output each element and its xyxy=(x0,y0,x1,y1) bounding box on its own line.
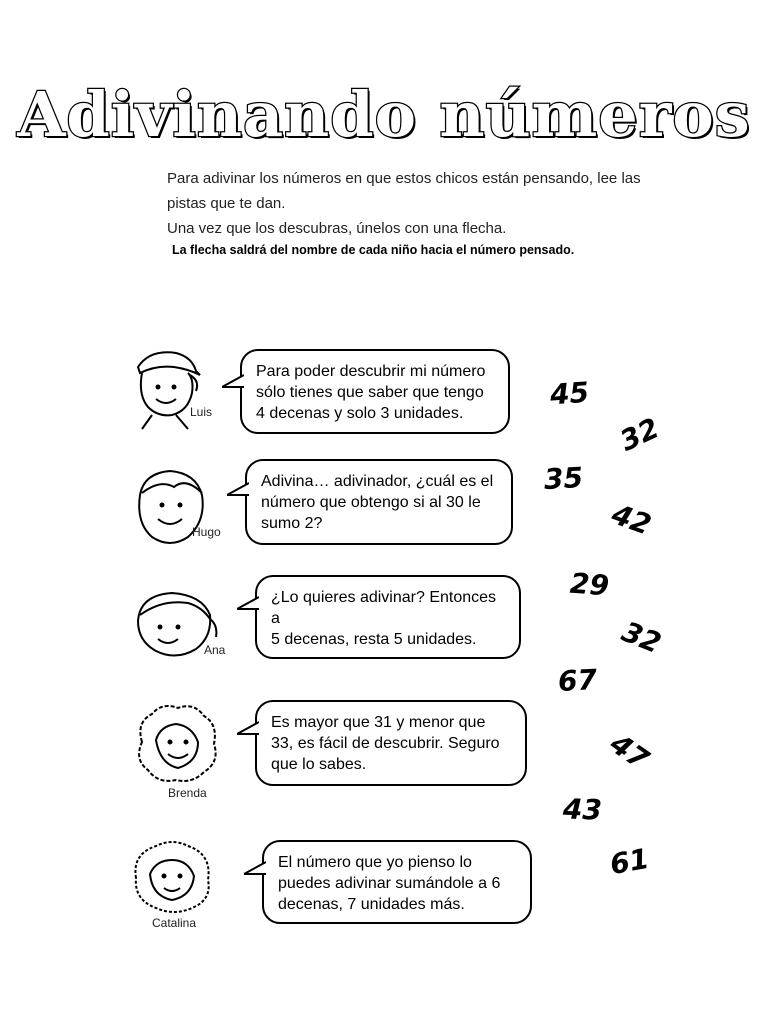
number-option[interactable]: 45 xyxy=(548,375,591,412)
clue-line: 5 decenas, resta 5 unidades. xyxy=(271,631,477,648)
kid-name-brenda: Brenda xyxy=(168,786,207,800)
kid-name-catalina: Catalina xyxy=(152,916,197,930)
clue-line: número que obtengo si al 30 le xyxy=(261,494,481,511)
brenda-drawing xyxy=(132,702,232,802)
clue-line: Es mayor que 31 y menor que xyxy=(271,714,486,731)
number-option[interactable]: 47 xyxy=(604,726,655,777)
clue-line: 33, es fácil de descubrir. Seguro xyxy=(271,735,500,752)
number-option[interactable]: 43 xyxy=(562,792,603,827)
clue-line: sólo tienes que saber que tengo xyxy=(256,384,484,401)
clue-line: ¿Lo quieres adivinar? Entonces a xyxy=(271,589,497,627)
catalina-drawing xyxy=(128,838,238,936)
speech-bubble-luis xyxy=(240,349,510,434)
girl-curly-hair-icon xyxy=(132,702,227,792)
number-option[interactable]: 32 xyxy=(617,614,666,661)
instruction-line-1: Para adivinar los números en que estos chicos están pensando, lee las xyxy=(167,170,641,187)
luis-drawing xyxy=(130,345,213,435)
instruction-line-3: Una vez que los descubras, únelos con una flecha. xyxy=(167,220,507,237)
speech-bubble-catalina xyxy=(262,840,532,924)
clue-line: El número que yo pienso lo xyxy=(278,854,472,871)
number-option[interactable]: 67 xyxy=(557,663,598,698)
boy-cap-icon xyxy=(130,345,213,435)
clue-line: sumo 2? xyxy=(261,515,323,532)
speech-bubble-hugo xyxy=(245,459,513,545)
clue-line: decenas, 7 unidades más. xyxy=(278,896,465,913)
number-option[interactable]: 32 xyxy=(614,411,665,458)
speech-bubble-ana xyxy=(255,575,521,659)
kid-name-hugo: Hugo xyxy=(192,525,221,539)
speech-bubble-brenda xyxy=(255,700,527,786)
instruction-line-2: pistas que te dan. xyxy=(167,195,286,212)
instruction-line-4: La flecha saldrá del nombre de cada niño hacia el número pensado. xyxy=(172,243,575,257)
ana-drawing xyxy=(132,585,232,665)
clue-line: 4 decenas y solo 3 unidades. xyxy=(256,405,464,422)
kid-name-ana: Ana xyxy=(204,643,226,657)
number-option[interactable]: 42 xyxy=(607,497,656,542)
page-title: Adivinando números xyxy=(17,78,751,151)
kid-name-luis: Luis xyxy=(190,405,213,419)
hugo-drawing xyxy=(130,465,230,550)
clue-line: Adivina… adivinador, ¿cuál es el xyxy=(261,473,494,490)
clue-line: que lo sabes. xyxy=(271,756,367,773)
clue-line: puedes adivinar sumándole a 6 xyxy=(278,875,501,892)
girl-braided-hair-icon xyxy=(128,838,218,916)
number-option[interactable]: 29 xyxy=(568,566,611,603)
number-option[interactable]: 35 xyxy=(543,461,584,496)
number-option[interactable]: 61 xyxy=(607,841,652,882)
clue-line: Para poder descubrir mi número xyxy=(256,363,486,380)
